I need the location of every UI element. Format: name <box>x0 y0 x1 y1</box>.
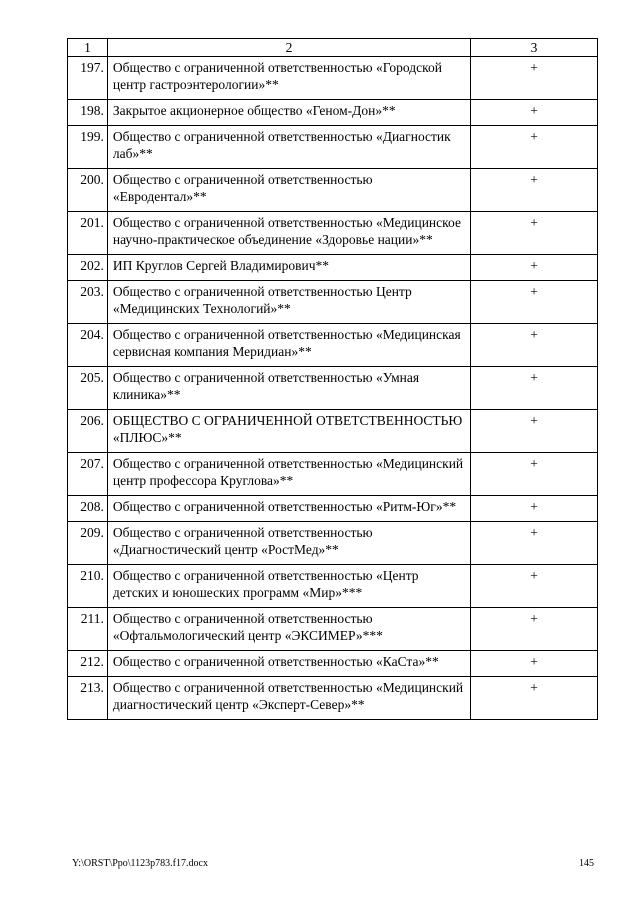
row-number-cell: 210. <box>68 565 108 608</box>
row-mark-cell: + <box>471 255 598 281</box>
row-number-cell: 203. <box>68 281 108 324</box>
row-mark-cell: + <box>471 522 598 565</box>
table-header-row <box>68 39 598 57</box>
row-name-cell: Общество с ограниченной ответственностью «Ритм-Юг»** <box>107 496 470 522</box>
row-name-cell: Общество с ограниченной ответственностью «Центр детских и юношеских программ «Мир»*** <box>107 565 470 608</box>
row-name-cell: Общество с ограниченной ответственностью «Городской центр гастроэнтерологии»** <box>107 57 470 100</box>
row-mark-cell: + <box>471 410 598 453</box>
row-number-cell: 200. <box>68 169 108 212</box>
table-row <box>68 367 598 410</box>
row-number-cell: 207. <box>68 453 108 496</box>
row-number-cell: 199. <box>68 126 108 169</box>
row-number-cell: 209. <box>68 522 108 565</box>
table-row <box>68 324 598 367</box>
organizations-table-body <box>68 39 598 720</box>
row-name-cell: Общество с ограниченной ответственностью «Медицинская сервисная компания Меридиан»** <box>107 324 470 367</box>
row-number-cell: 204. <box>68 324 108 367</box>
header-cell-mark: 3 <box>471 39 598 57</box>
row-number-cell: 208. <box>68 496 108 522</box>
row-number-cell: 212. <box>68 651 108 677</box>
row-number-cell: 206. <box>68 410 108 453</box>
header-cell-name: 2 <box>107 39 470 57</box>
row-mark-cell: + <box>471 677 598 720</box>
row-name-cell: Общество с ограниченной ответственностью «Медицинское научно-практическое объединение «Здоровье нации»** <box>107 212 470 255</box>
row-name-cell: Общество с ограниченной ответственностью «Умная клиника»** <box>107 367 470 410</box>
row-name-cell: Общество с ограниченной ответственностью «Медицинский диагностический центр «Эксперт-Север»** <box>107 677 470 720</box>
row-name-cell: Общество с ограниченной ответственностью «Диагностический центр «РостМед»** <box>107 522 470 565</box>
row-mark-cell: + <box>471 281 598 324</box>
row-name-cell: Общество с ограниченной ответственностью Центр «Медицинских Технологий»** <box>107 281 470 324</box>
table-row <box>68 100 598 126</box>
row-mark-cell: + <box>471 100 598 126</box>
row-name-cell: Общество с ограниченной ответственностью «Диагностик лаб»** <box>107 126 470 169</box>
table-row <box>68 212 598 255</box>
organizations-table <box>67 38 598 720</box>
table-row <box>68 522 598 565</box>
row-name-cell: Общество с ограниченной ответственностью «Офтальмологический центр «ЭКСИМЕР»*** <box>107 608 470 651</box>
row-name-cell: ИП Круглов Сергей Владимирович** <box>107 255 470 281</box>
footer-file-path: Y:\ORST\Ppo\1123p783.f17.docx <box>72 858 208 869</box>
row-number-cell: 202. <box>68 255 108 281</box>
table-row <box>68 677 598 720</box>
row-mark-cell: + <box>471 453 598 496</box>
row-number-cell: 197. <box>68 57 108 100</box>
row-number-cell: 205. <box>68 367 108 410</box>
row-number-cell: 201. <box>68 212 108 255</box>
table-row <box>68 255 598 281</box>
row-mark-cell: + <box>471 212 598 255</box>
row-mark-cell: + <box>471 169 598 212</box>
row-name-cell: ОБЩЕСТВО С ОГРАНИЧЕННОЙ ОТВЕТСТВЕННОСТЬЮ «ПЛЮС»** <box>107 410 470 453</box>
table-row <box>68 565 598 608</box>
footer-page-number: 145 <box>579 858 594 869</box>
table-row <box>68 57 598 100</box>
table-row <box>68 281 598 324</box>
row-number-cell: 211. <box>68 608 108 651</box>
table-row <box>68 651 598 677</box>
row-mark-cell: + <box>471 496 598 522</box>
row-mark-cell: + <box>471 367 598 410</box>
row-mark-cell: + <box>471 324 598 367</box>
table-row <box>68 126 598 169</box>
table-row <box>68 608 598 651</box>
row-name-cell: Закрытое акционерное общество «Геном-Дон»** <box>107 100 470 126</box>
row-mark-cell: + <box>471 651 598 677</box>
row-mark-cell: + <box>471 57 598 100</box>
header-cell-number: 1 <box>68 39 108 57</box>
table-row <box>68 496 598 522</box>
row-mark-cell: + <box>471 565 598 608</box>
row-number-cell: 213. <box>68 677 108 720</box>
row-name-cell: Общество с ограниченной ответственностью «Медицинский центр профессора Круглова»** <box>107 453 470 496</box>
row-name-cell: Общество с ограниченной ответственностью «КаСта»** <box>107 651 470 677</box>
row-mark-cell: + <box>471 126 598 169</box>
row-mark-cell: + <box>471 608 598 651</box>
row-number-cell: 198. <box>68 100 108 126</box>
table-row <box>68 453 598 496</box>
table-row <box>68 410 598 453</box>
row-name-cell: Общество с ограниченной ответственностью «Евродентал»** <box>107 169 470 212</box>
table-row <box>68 169 598 212</box>
